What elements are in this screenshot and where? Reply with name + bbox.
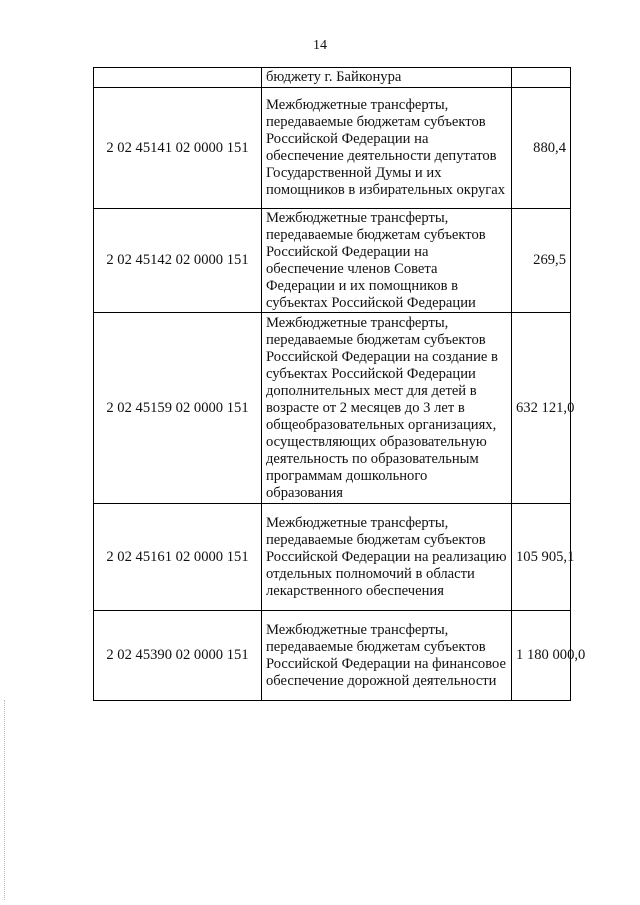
budget-code-cell: 2 02 45159 02 0000 151 [94, 313, 262, 504]
budget-table [93, 67, 586, 701]
table-row [94, 611, 571, 701]
budget-code-cell: 2 02 45142 02 0000 151 [94, 209, 262, 313]
amount-cell: 632 121,0 [512, 313, 571, 504]
budget-code-cell: 2 02 45390 02 0000 151 [94, 611, 262, 701]
table-row [94, 313, 571, 504]
table-row [94, 504, 571, 611]
amount-cell: 105 905,1 [512, 504, 571, 611]
budget-code-cell [94, 68, 262, 88]
budget-code-cell: 2 02 45141 02 0000 151 [94, 88, 262, 209]
table-row [94, 88, 571, 209]
scan-edge-line [4, 700, 6, 900]
description-cell: Межбюджетные трансферты, передаваемые бюджетам субъектов Российской Федерации на финансовое обеспечение дорожной деятельности [262, 611, 512, 701]
budget-code-cell: 2 02 45161 02 0000 151 [94, 504, 262, 611]
table-row [94, 68, 571, 88]
description-cell: Межбюджетные трансферты, передаваемые бюджетам субъектов Российской Федерации на обеспечение деятельности депутатов Государственной Думы и их помощников в избирательных округах [262, 88, 512, 209]
table-row [94, 209, 571, 313]
amount-cell: 269,5 [512, 209, 571, 313]
page-number: 14 [313, 38, 327, 53]
amount-cell: 880,4 [512, 88, 571, 209]
description-cell: Межбюджетные трансферты, передаваемые бюджетам субъектов Российской Федерации на создание в субъектах Российской Федерации дополнительных мест для детей в возрасте от 2 месяцев до 3 лет в общеобразовательных организациях, осуществляющих образовательную деятельность по образовательным программам дошкольного образования [262, 313, 512, 504]
description-cell: бюджету г. Байконура [262, 68, 512, 88]
amount-cell: 1 180 000,0 [512, 611, 571, 701]
description-cell: Межбюджетные трансферты, передаваемые бюджетам субъектов Российской Федерации на обеспечение членов Совета Федерации и их помощников в субъектах Российской Федерации [262, 209, 512, 313]
description-cell: Межбюджетные трансферты, передаваемые бюджетам субъектов Российской Федерации на реализацию отдельных полномочий в области лекарственного обеспечения [262, 504, 512, 611]
amount-cell [512, 68, 571, 88]
